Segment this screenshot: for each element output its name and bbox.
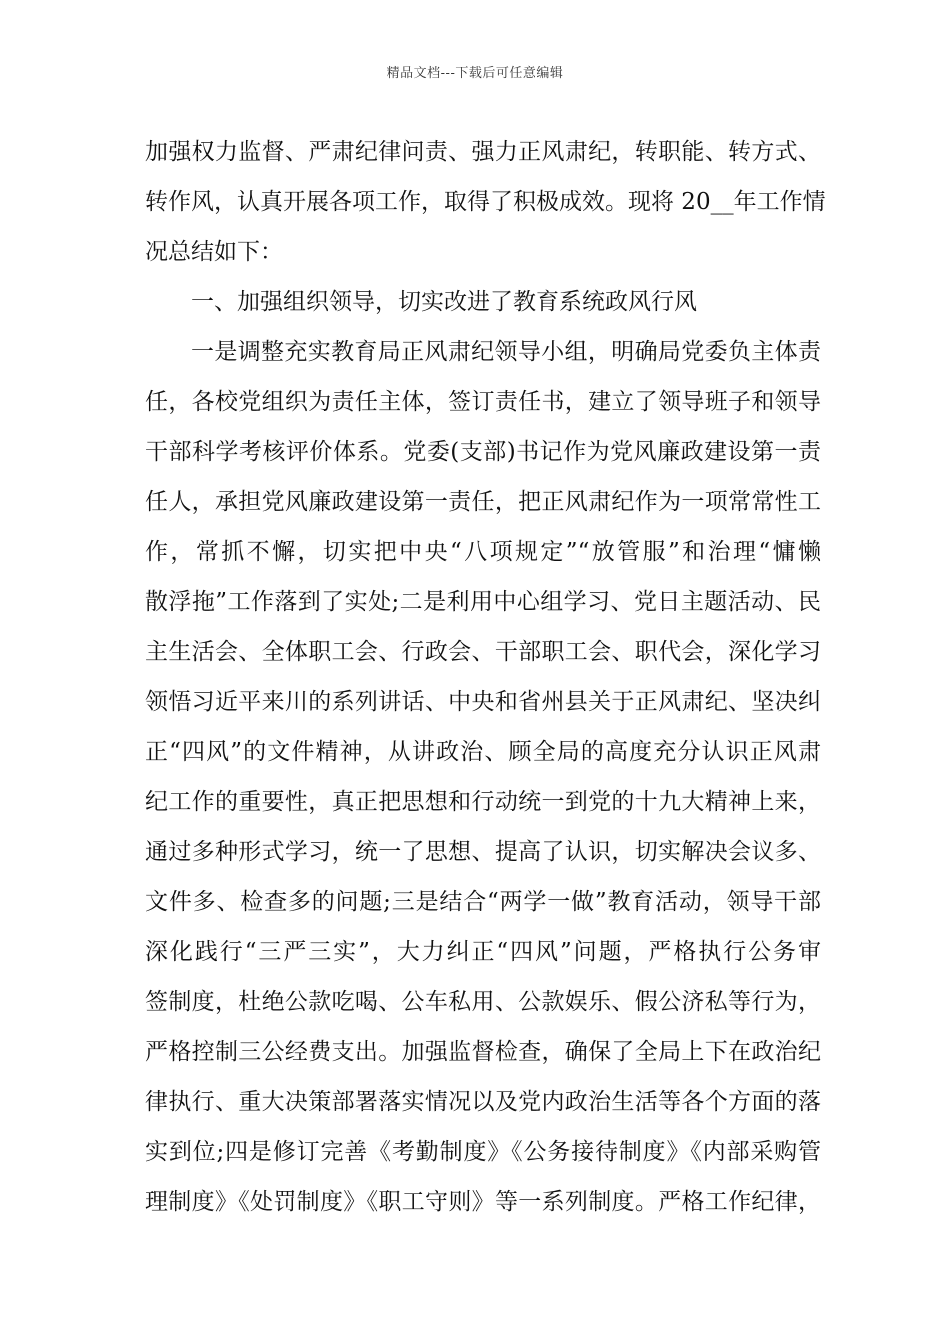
body-line-9: 作，常抓不懈，切实把中央“八项规定”“放管服”和治理“慵懒 xyxy=(145,539,821,565)
body-line-15: 通过多种形式学习，统一了思想、提高了认识，切实解决会议多、 xyxy=(145,839,821,865)
body-line-10: 散浮拖”工作落到了实处;二是利用中心组学习、党日主题活动、民 xyxy=(145,589,821,615)
page-header: 精品文档---下载后可任意编辑 xyxy=(386,66,564,81)
body-line-7: 干部科学考核评价体系。党委(支部)书记作为党风廉政建设第一责 xyxy=(145,439,821,465)
body-line-14: 纪工作的重要性，真正把思想和行动统一到党的十九大精神上来， xyxy=(145,789,821,815)
body-line-19: 严格控制三公经费支出。加强监督检查，确保了全局上下在政治纪 xyxy=(145,1039,821,1065)
body-line-16: 文件多、检查多的问题;三是结合“两学一做”教育活动，领导干部 xyxy=(145,889,821,915)
body-line-5: 一是调整充实教育局正风肃纪领导小组，明确局党委负主体责 xyxy=(191,339,821,365)
body-line-11: 主生活会、全体职工会、行政会、干部职工会、职代会，深化学习 xyxy=(145,639,821,665)
body-line-18: 签制度，杜绝公款吃喝、公车私用、公款娱乐、假公济私等行为， xyxy=(145,989,821,1015)
section-heading: 一、加强组织领导，切实改进了教育系统政风行风 xyxy=(191,289,697,315)
body-line-8: 任人，承担党风廉政建设第一责任，把正风肃纪作为一项常常性工 xyxy=(145,489,821,515)
body-line-2: 转作风，认真开展各项工作，取得了积极成效。现将 20__年工作情 xyxy=(145,189,826,215)
body-line-3: 况总结如下： xyxy=(145,239,283,265)
body-line-1: 加强权力监督、严肃纪律问责、强力正风肃纪，转职能、转方式、 xyxy=(145,139,821,165)
body-line-12: 领悟习近平来川的系列讲话、中央和省州县关于正风肃纪、坚决纠 xyxy=(145,689,821,715)
body-line-20: 律执行、重大决策部署落实情况以及党内政治生活等各个方面的落 xyxy=(145,1089,821,1115)
body-line-13: 正“四风”的文件精神，从讲政治、顾全局的高度充分认识正风肃 xyxy=(145,739,821,765)
body-line-6: 任，各校党组织为责任主体，签订责任书，建立了领导班子和领导 xyxy=(145,389,821,415)
body-line-21: 实到位;四是修订完善《考勤制度》《公务接待制度》《内部采购管 xyxy=(145,1139,821,1165)
body-line-22: 理制度》《处罚制度》《职工守则》等一系列制度。严格工作纪律， xyxy=(145,1189,821,1215)
body-line-17: 深化践行“三严三实”，大力纠正“四风”问题，严格执行公务审 xyxy=(145,939,821,965)
